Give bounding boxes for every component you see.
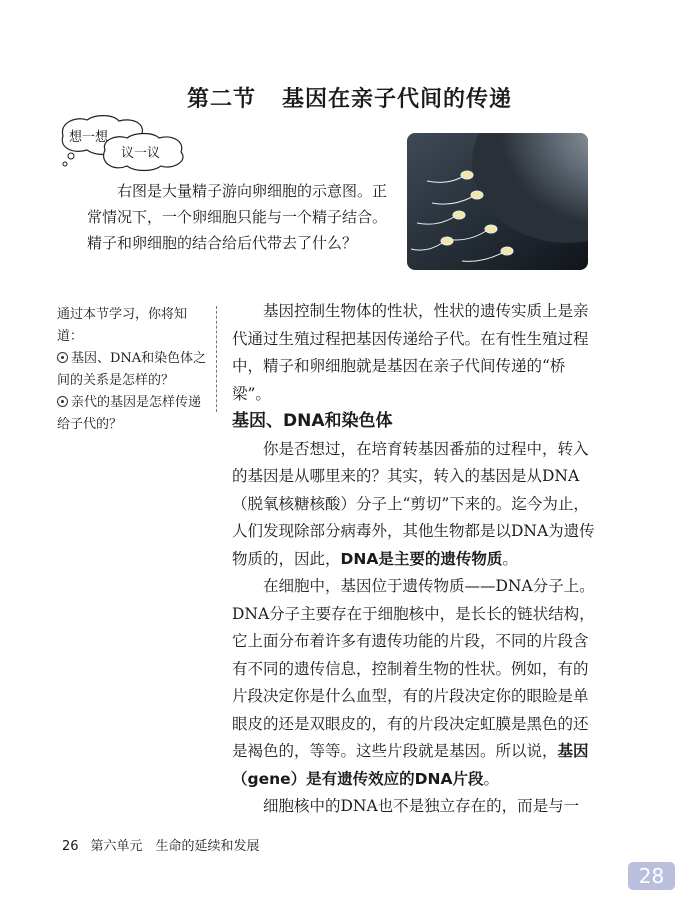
sidenote-goal-1	[57, 348, 207, 392]
bullet-icon	[57, 352, 68, 363]
key-statement-gene: 基因（gene）是有遗传效应的DNA片段	[232, 742, 589, 788]
page-footer	[62, 835, 260, 854]
sidenote-heading: 通过本节学习，你将知道：	[57, 307, 188, 344]
intro-text: 右图是大量精子游向卵细胞的示意图。正常情况下，一个卵细胞只能与一个精子结合。精子和卵细胞的结合给后代带去了什么？	[87, 182, 388, 252]
paragraph-2: 你是否想过，在培育转基因番茄的过程中，转入的基因是从哪里来的？其实，转入的基因是从DNA（脱氧核糖核酸）分子上“剪切”下来的。迄今为止，人们发现除部分病毒外，其他生物都是以DNA为遗传物质的，因此，DNA是主要的遗传物质。	[232, 439, 595, 568]
footer-page-number: 26	[62, 839, 79, 854]
main-text	[232, 298, 602, 821]
goal-2-text: 亲代的基因是怎样传递给子代的？	[57, 395, 202, 432]
bullet-icon	[57, 396, 68, 407]
learning-goals-sidenote	[57, 304, 207, 436]
section-title	[0, 82, 699, 113]
paragraph-4: 细胞核中的DNA也不是独立存在的，而是与一	[263, 797, 580, 815]
bubble-think-label: 想一想	[69, 130, 109, 145]
intro-paragraph	[87, 178, 397, 256]
bubble-discuss-label: 议一议	[121, 146, 161, 161]
section-name: 基因在亲子代间的传递	[282, 87, 513, 112]
subsection-heading: 基因、DNA和染色体	[232, 411, 393, 431]
sperm-egg-photo	[407, 133, 588, 270]
footer-unit-title: 第六单元 生命的延续和发展	[90, 839, 260, 854]
paragraph-1: 基因控制生物体的性状，性状的遗传实质上是亲代通过生殖过程把基因传递给子代。在有性生殖过程中，精子和卵细胞就是基因在亲子代间传递的“桥梁”。	[232, 302, 589, 403]
sidenote-divider	[216, 306, 217, 412]
paragraph-3: 在细胞中，基因位于遗传物质——DNA分子上。DNA分子主要存在于细胞核中，是长长的链状结构，它上面分布着许多有遗传功能的片段，不同的片段含有不同的遗传信息，控制着生物的性状。例如，有的片段决定你是什么血型，有的片段决定你的眼睑是单眼皮的还是双眼皮的，有的片段决定虹膜是黑色的还是褐色的，等等。这些片段就是基因。所以说，基因（gene）是有遗传效应的DNA片段。	[232, 577, 595, 788]
key-statement-dna: DNA是主要的遗传物质	[340, 549, 503, 568]
section-number: 第二节	[186, 87, 256, 112]
goal-1-text: 基因、DNA和染色体之间的关系是怎样的？	[57, 351, 207, 388]
sidenote-goal-2	[57, 392, 207, 436]
page-badge: 28	[628, 862, 675, 890]
